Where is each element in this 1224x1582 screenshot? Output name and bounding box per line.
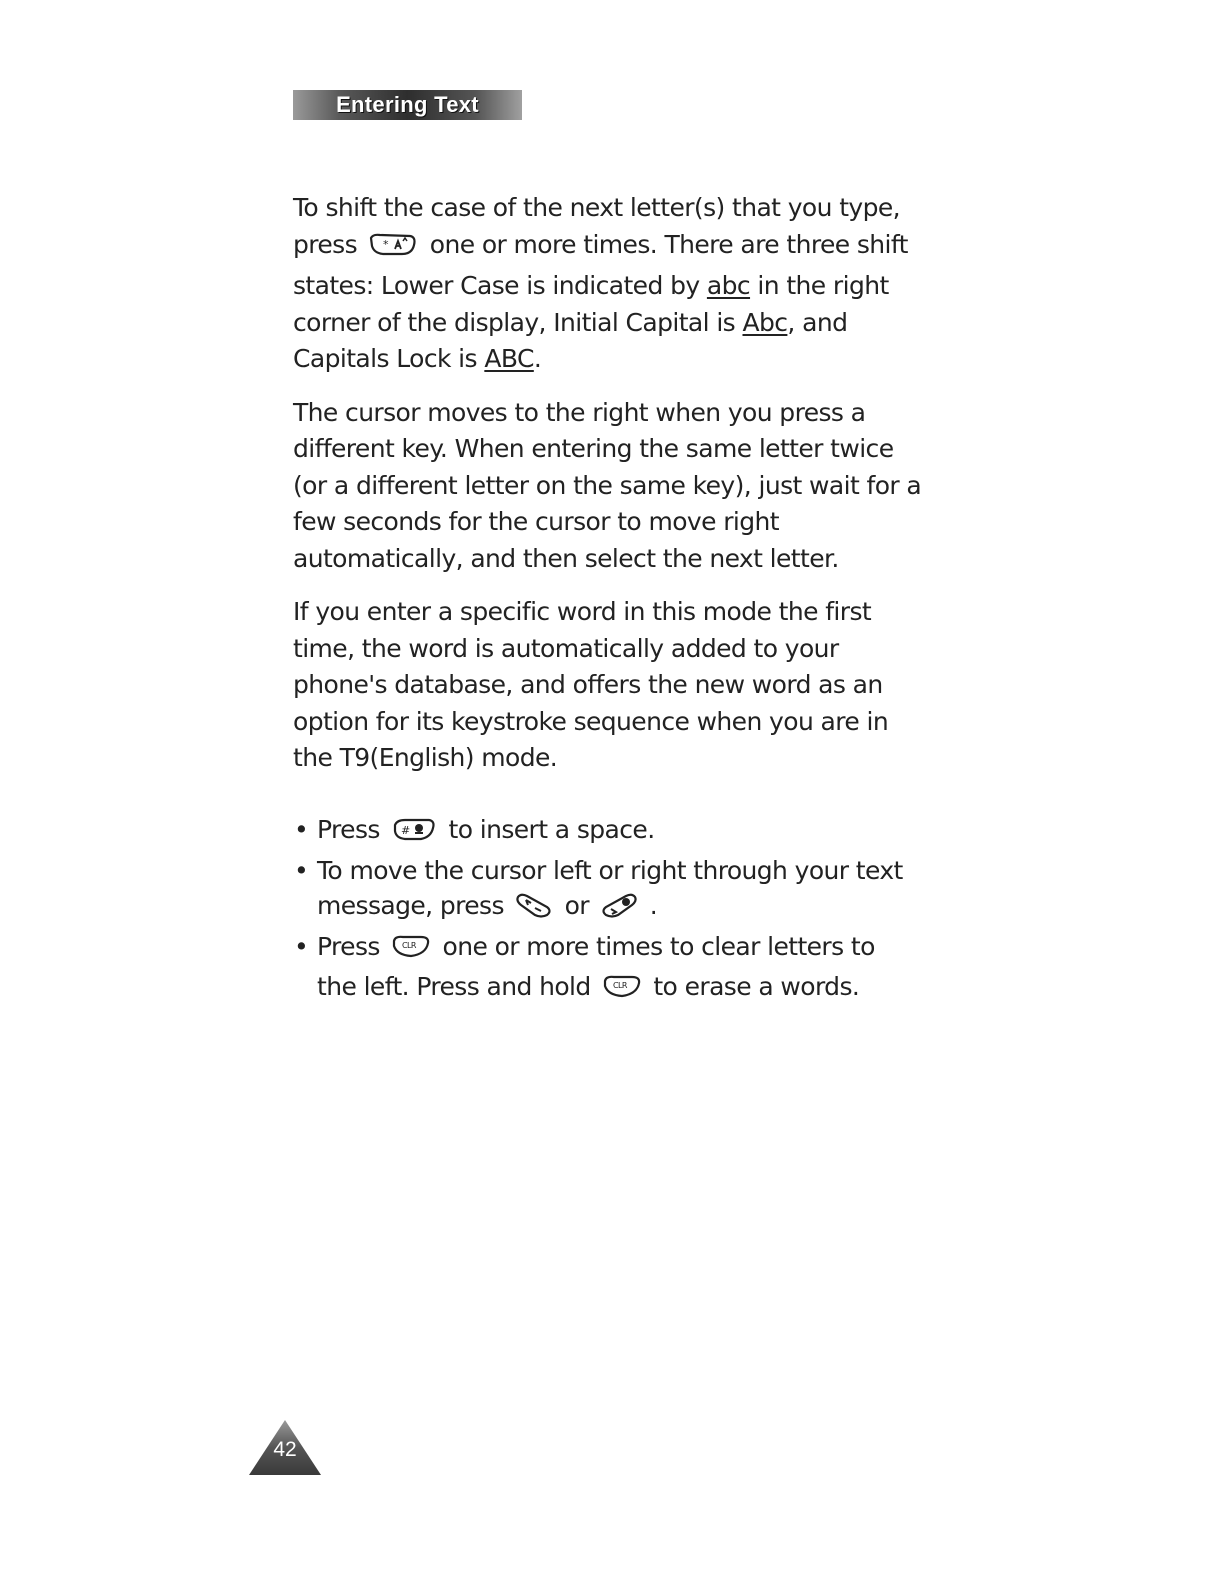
clr-key-icon [391, 934, 431, 970]
paragraph-shift-text-1: To shift the case of the next letter(s) that you type, press [293, 193, 900, 259]
paragraph-shift-text-3: in the right corner of the display, Initial Capital is [293, 271, 889, 337]
paragraph-shift-text-2: one or more times. There are three shift states: Lower Case is indicated by [293, 229, 908, 300]
tip-clear-text-3: to erase a words. [653, 972, 860, 1001]
paragraph-shift-text-5: . [533, 344, 542, 373]
right-arrow-key-icon [600, 891, 638, 929]
tips-list [293, 812, 913, 1010]
page-number: 42 [273, 1438, 297, 1461]
svg-text:*: * [383, 237, 389, 251]
list-item [293, 929, 913, 1010]
clr-key-icon [602, 974, 642, 1010]
svg-text:CLR: CLR [613, 981, 627, 990]
tip-cursor-text-3: . [649, 891, 658, 920]
star-shift-key-icon [368, 232, 418, 269]
paragraph-database: If you enter a specific word in this mode the first time, the word is automatically added to your phone's database, and offers the new word as an option for its keystroke sequence when you are in the T9(English) mode. [293, 597, 889, 772]
initial-capital-indicator: Abc [742, 307, 788, 337]
body-text [293, 190, 933, 777]
tip-space-text-2: to insert a space. [448, 815, 655, 844]
section-title: Entering Text [336, 92, 479, 117]
capitals-lock-indicator: ABC [484, 344, 534, 373]
tip-cursor-text-2: or [564, 891, 589, 920]
tip-clear-text-2: one or more times to clear letters to the left. Press and hold [317, 931, 875, 1001]
tip-cursor-text-1: To move the cursor left or right through your text message, press [317, 855, 903, 920]
svg-text:#: # [401, 824, 410, 837]
paragraph-shift-case [293, 190, 933, 378]
svg-text:CLR: CLR [402, 940, 416, 950]
paragraph-shift-text-4: , and Capitals Lock is [293, 307, 848, 373]
section-title-tab [293, 90, 522, 120]
left-arrow-key-icon [515, 891, 553, 929]
lower-case-indicator: abc [706, 271, 751, 300]
list-item [293, 812, 913, 853]
list-item [293, 853, 913, 929]
tip-clear-text-1: Press [317, 931, 380, 961]
hash-space-key-icon [391, 817, 437, 853]
paragraph-cursor: The cursor moves to the right when you press a different key. When entering the same letter twice (or a different letter on the same key), just wait for a few seconds for the cursor to move right automatically, and then select the next letter. [293, 397, 922, 573]
tip-space-text-1: Press [317, 815, 380, 844]
